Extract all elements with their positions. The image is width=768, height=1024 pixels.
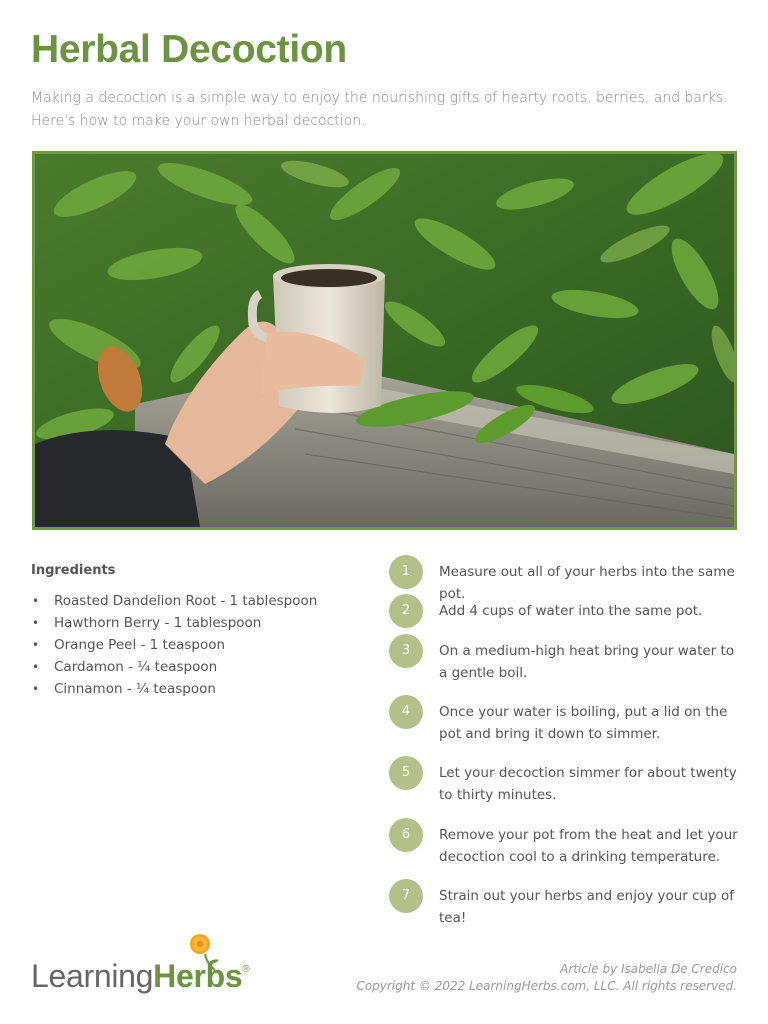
step-number-badge: 5 [389,756,423,790]
step-number-badge: 7 [389,879,423,913]
step-number-badge: 1 [389,555,423,589]
page-title: Herbal Decoction [31,28,347,71]
ingredient-item: • Cardamon - ¼ teaspoon [31,656,317,678]
credits [356,961,737,995]
hand-holding-mug-photo [35,154,734,527]
bullet-icon: • [32,660,40,674]
step-number-badge: 4 [389,695,423,729]
intro-paragraph: Making a decoction is a simple way to enjoy the nourishing gifts of hearty roots, berries, and barks. Here's how to make your own herbal decoction. [31,90,728,129]
learningherbs-logo [31,932,261,1002]
bullet-icon: • [32,594,40,608]
logo-wordmark: LearningHerbs® [31,958,250,994]
ingredient-item: • Roasted Dandelion Root - 1 tablespoon [31,590,317,612]
step-number-badge: 2 [389,594,423,628]
step-text: Measure out all of your herbs into the same pot. [439,564,735,602]
ingredient-item: • Orange Peel - 1 teaspoon [31,634,317,656]
bullet-icon: • [32,616,40,630]
bullet-icon: • [32,638,40,652]
step-text: Strain out your herbs and enjoy your cup of tea! [439,888,734,926]
step-text: Once your water is boiling, put a lid on the pot and bring it down to simmer. [439,704,728,742]
ingredient-item: • Cinnamon - ¼ teaspoon [31,678,317,700]
step-text: Add 4 cups of water into the same pot. [439,603,703,619]
step-number-badge: 6 [389,818,423,852]
step-text: Remove your pot from the heat and let your decoction cool to a drinking temperature. [439,827,738,865]
bullet-icon: • [32,682,40,696]
copyright-notice: Copyright © 2022 LearningHerbs.com, LLC. All rights reserved. [356,979,737,993]
author-credit: Article by Isabella De Credico [560,962,737,976]
ingredient-item: • Hawthorn Berry - 1 tablespoon [31,612,317,634]
hero-photo [32,151,737,530]
step-text: Let your decoction simmer for about twenty to thirty minutes. [439,765,737,803]
step-number-badge: 3 [389,634,423,668]
ingredients-heading: Ingredients [31,563,116,578]
step-text: On a medium-high heat bring your water to a gentle boil. [439,643,735,681]
ingredients-list [31,590,317,700]
